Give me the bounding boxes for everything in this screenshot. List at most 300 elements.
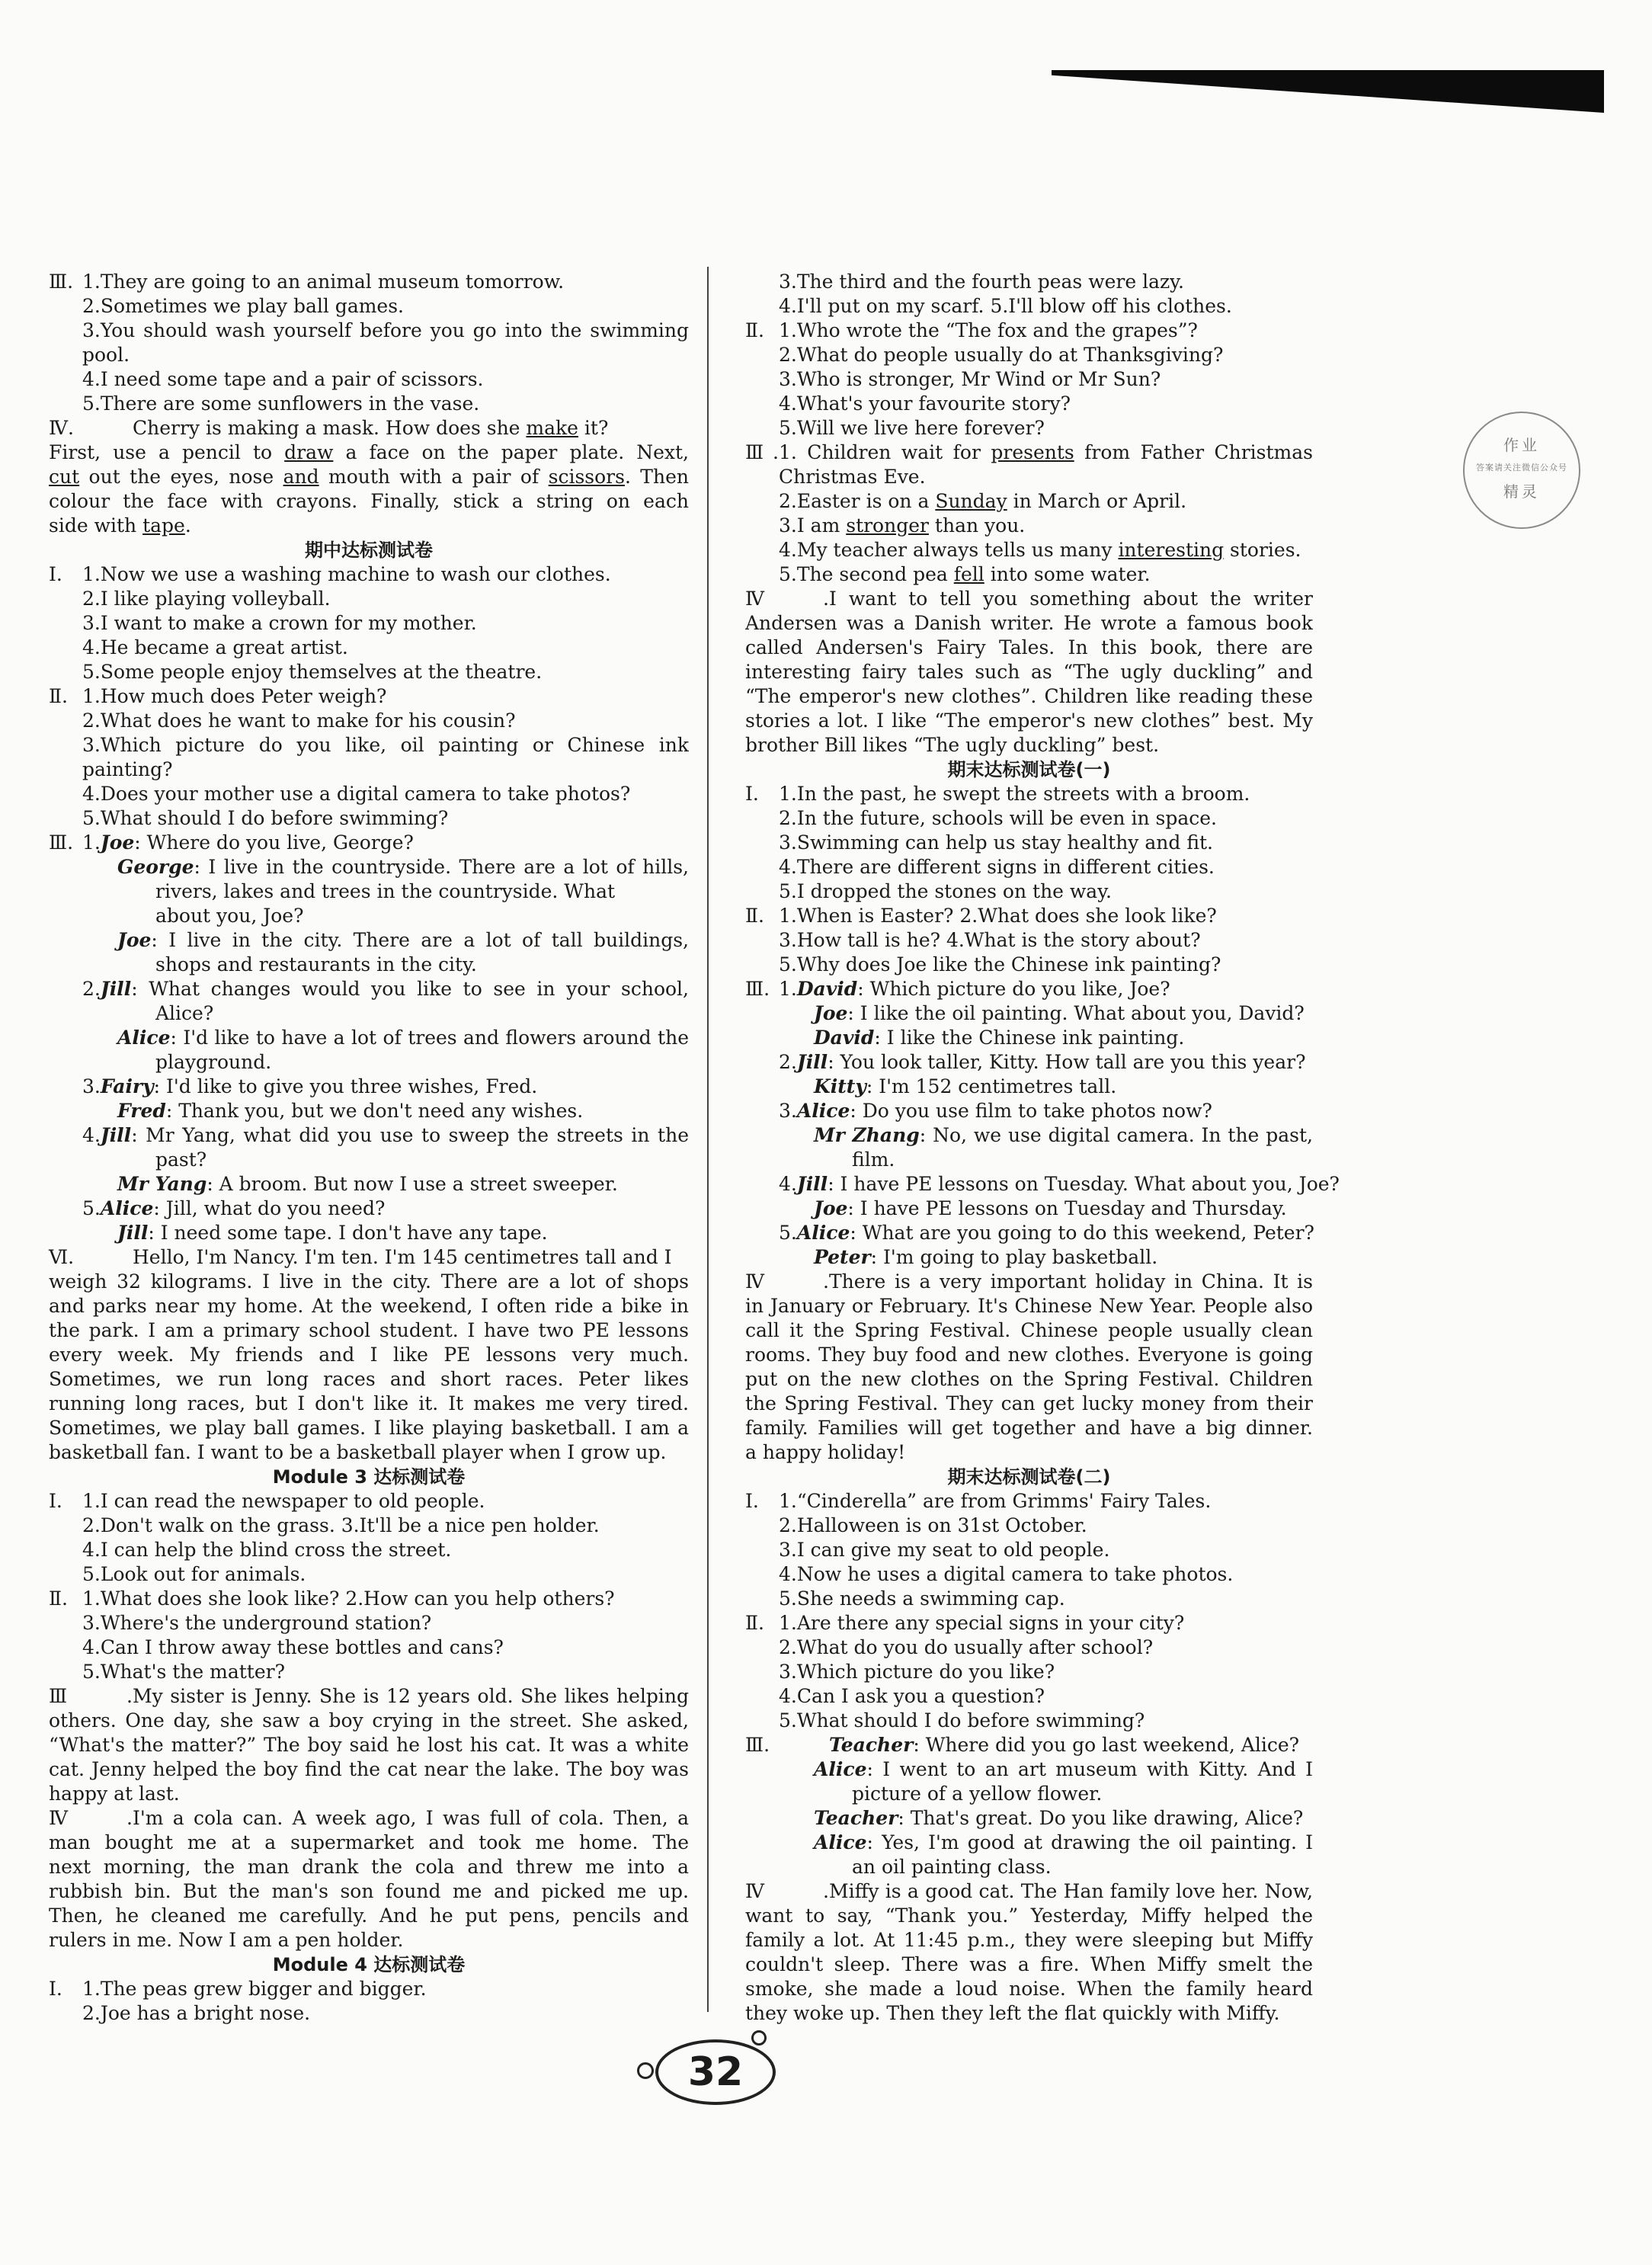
answer-line xyxy=(745,1440,1313,1465)
answer-line xyxy=(49,489,689,514)
answer-line xyxy=(49,1343,689,1367)
answer-line xyxy=(745,1294,1313,1318)
answer-line xyxy=(745,562,1313,587)
answer-text: 4.Can I ask you a question? xyxy=(779,1685,1045,1707)
answer-line xyxy=(49,1270,689,1294)
answer-line xyxy=(745,1123,1313,1148)
question-number: Ⅰ. xyxy=(49,1490,62,1512)
answer-line xyxy=(49,879,689,904)
answer-line xyxy=(49,441,689,465)
answer-text: 4.Jill: I have PE lessons on Tuesday. What about you, Joe? xyxy=(779,1173,1340,1195)
answer-line xyxy=(745,1343,1313,1367)
answer-text: Hello, I'm Nancy. I'm ten. I'm 145 centimetres tall and I xyxy=(133,1246,672,1268)
answer-text: 2.I like playing volleyball. xyxy=(82,588,331,610)
answer-text: 3.The third and the fourth peas were lazy. xyxy=(779,271,1184,293)
answer-line xyxy=(745,294,1313,319)
question-number: Ⅰ. xyxy=(745,1490,759,1512)
answer-text: called Andersen's Fairy Tales. In this book, there are xyxy=(745,636,1313,658)
answer-text: 1.How much does Peter weigh? xyxy=(82,685,387,707)
answer-line xyxy=(49,1245,689,1270)
answer-text: 1.“Cinderella” are from Grimms' Fairy Tales. xyxy=(779,1490,1212,1512)
answer-line xyxy=(49,758,689,782)
answer-text: 3.I can give my seat to old people. xyxy=(779,1539,1110,1561)
question-number: Ⅵ. xyxy=(49,1246,75,1268)
answer-text: the park. I am a primary school student. I have two PE lessons xyxy=(49,1319,689,1341)
answer-text: Then, he cleaned me carefully. And he put pens, pencils and xyxy=(49,1905,689,1927)
answer-line xyxy=(745,1197,1313,1221)
answer-line xyxy=(745,514,1313,538)
answer-line xyxy=(49,1172,689,1197)
answer-text: 1. Children wait for presents from Father Christmas xyxy=(779,441,1313,463)
question-number: Ⅱ. xyxy=(745,1612,764,1634)
answer-line xyxy=(49,733,689,758)
answer-line xyxy=(745,1562,1313,1587)
answer-line xyxy=(49,904,689,928)
answer-line xyxy=(745,2001,1313,2026)
answer-text: 3.Who is stronger, Mr Wind or Mr Sun? xyxy=(779,368,1161,390)
answer-text: 3.How tall is he? 4.What is the story about? xyxy=(779,929,1201,951)
answer-line xyxy=(745,1611,1313,1635)
answer-text: 4.What's your favourite story? xyxy=(779,392,1071,415)
answer-text: rivers, lakes and trees in the countryside. What xyxy=(155,880,616,902)
answer-text: rubbish bin. But the man's son found me and picked me up. xyxy=(49,1880,689,1902)
answer-line xyxy=(745,1099,1313,1123)
answer-line xyxy=(49,1782,689,1806)
answer-text: others. One day, she saw a boy crying in the street. She asked, xyxy=(49,1709,689,1732)
answer-line xyxy=(49,1440,689,1465)
answer-text: colour the face with crayons. Finally, stick a string on each xyxy=(49,490,689,512)
answer-text: an oil painting class. xyxy=(852,1856,1052,1878)
answer-text: 2.What do people usually do at Thanksgiving? xyxy=(779,344,1224,366)
answer-text: Alice: I went to an art museum with Kitty. And I xyxy=(814,1758,1313,1780)
answer-text: Sometimes, we play ball games. I like playing basketball. I am a xyxy=(49,1417,689,1439)
answer-line xyxy=(49,709,689,733)
answer-text: 3.You should wash yourself before you go into the swimming xyxy=(82,319,689,341)
answer-text: painting? xyxy=(82,758,173,780)
answer-text: I'm a cola can. A week ago, I was full of cola. Then, a xyxy=(133,1807,689,1829)
answer-line xyxy=(49,1197,689,1221)
answer-text: pool. xyxy=(82,344,130,366)
answer-text: 5.Why does Joe like the Chinese ink painting? xyxy=(779,953,1221,976)
answer-line xyxy=(49,367,689,392)
answer-line xyxy=(49,343,689,367)
answer-text: 3.Which picture do you like? xyxy=(779,1661,1055,1683)
answer-text: 4.He became a great artist. xyxy=(82,636,348,658)
answer-line xyxy=(745,806,1313,831)
answer-text: 2.Don't walk on the grass. 3.It'll be a nice pen holder. xyxy=(82,1514,600,1536)
answer-text: man bought me at a supermarket and took me home. The xyxy=(49,1831,689,1853)
answer-line xyxy=(49,1538,689,1562)
answer-text: and parks near my home. At the weekend, I often ride a bike in xyxy=(49,1295,689,1317)
answer-text: call it the Spring Festival. Chinese people usually clean xyxy=(745,1319,1313,1341)
question-number: Ⅳ. xyxy=(745,1270,829,1293)
answer-text: 4.Now he uses a digital camera to take photos. xyxy=(779,1563,1234,1585)
answer-text: 4.There are different signs in different cities. xyxy=(779,856,1215,878)
answer-line xyxy=(49,1587,689,1611)
answer-text: picture of a yellow flower. xyxy=(852,1783,1103,1805)
question-number: Ⅲ. xyxy=(49,1685,133,1707)
question-number: Ⅱ. xyxy=(745,319,764,341)
page-number-ornament xyxy=(751,2030,767,2046)
answer-text: Joe: I live in the city. There are a lot of tall buildings, xyxy=(117,929,689,951)
answer-text: 2.Jill: You look taller, Kitty. How tall are you this year? xyxy=(779,1051,1306,1073)
answer-text: 1.What does she look like? 2.How can you help others? xyxy=(82,1587,615,1610)
answer-line xyxy=(745,904,1313,928)
answer-text: 2.Halloween is on 31st October. xyxy=(779,1514,1087,1536)
answer-text: 1.Who wrote the “The fox and the grapes”? xyxy=(779,319,1198,341)
answer-text: 5.Look out for animals. xyxy=(82,1563,306,1585)
answer-line xyxy=(745,538,1313,562)
answer-text: Joe: I have PE lessons on Tuesday and Thursday. xyxy=(814,1197,1287,1219)
answer-text: First, use a pencil to draw a face on the paper plate. Next, xyxy=(49,441,689,463)
answer-text: past? xyxy=(155,1149,207,1171)
answer-line xyxy=(745,1806,1313,1831)
answer-line xyxy=(49,1879,689,1904)
answer-line xyxy=(745,611,1313,636)
answer-line xyxy=(745,1782,1313,1806)
answer-line xyxy=(49,1806,689,1831)
answer-text: Sometimes, we run long races and short races. Peter likes xyxy=(49,1368,689,1390)
answer-text: 5.Some people enjoy themselves at the theatre. xyxy=(82,661,543,683)
answer-line xyxy=(49,831,689,855)
answer-text: 3.Swimming can help us stay healthy and fit. xyxy=(779,831,1213,854)
answer-line xyxy=(49,1855,689,1879)
answer-text: 2.Sometimes we play ball games. xyxy=(82,295,404,317)
watermark-stamp: 作业 答案请关注微信公众号 精灵 xyxy=(1463,412,1580,529)
answer-text: smoke, she made a loud noise. When the family heard xyxy=(745,1978,1313,2000)
answer-line xyxy=(49,928,689,953)
answer-line xyxy=(49,562,689,587)
answer-line xyxy=(745,709,1313,733)
answer-line xyxy=(49,1977,689,2001)
answer-text: 1.They are going to an animal museum tomorrow. xyxy=(82,271,565,293)
answer-text: Peter: I'm going to play basketball. xyxy=(814,1246,1158,1268)
question-number: Ⅳ. xyxy=(49,417,74,439)
answer-text: 1.The peas grew bigger and bigger. xyxy=(82,1978,427,2000)
answer-text: Kitty: I'm 152 centimetres tall. xyxy=(814,1075,1117,1097)
answer-line xyxy=(745,1514,1313,1538)
answer-line xyxy=(745,1879,1313,1904)
answer-line xyxy=(49,1904,689,1928)
answer-line xyxy=(745,1587,1313,1611)
answer-text: 3.Alice: Do you use film to take photos now? xyxy=(779,1100,1212,1122)
answer-text: 5.Alice: Jill, what do you need? xyxy=(82,1197,386,1219)
answer-text: Mr Zhang: No, we use digital camera. In the past, xyxy=(814,1124,1313,1146)
answer-text: Jill: I need some tape. I don't have any tape. xyxy=(117,1222,548,1244)
question-number: Ⅰ. xyxy=(49,563,62,585)
answer-text: film. xyxy=(852,1149,895,1171)
answer-line xyxy=(49,2001,689,2026)
question-number: Ⅰ. xyxy=(49,1978,62,2000)
answer-text: 5.Will we live here forever? xyxy=(779,417,1045,439)
answer-text: rooms. They buy food and new clothes. Everyone is going xyxy=(745,1344,1313,1366)
answer-text: Cherry is making a mask. How does she make it? xyxy=(133,417,609,439)
answer-text: brother Bill likes “The ugly duckling” best. xyxy=(745,734,1160,756)
answer-line xyxy=(49,514,689,538)
answer-line xyxy=(745,1489,1313,1514)
answer-text: Andersen was a Danish writer. He wrote a famous book xyxy=(745,612,1313,634)
answer-line xyxy=(49,977,689,1001)
answer-line xyxy=(745,1050,1313,1075)
answer-line xyxy=(49,319,689,343)
question-number: Ⅲ. xyxy=(745,978,770,1000)
answer-text: shops and restaurants in the city. xyxy=(155,953,477,976)
answer-text: There is a very important holiday in China. It is xyxy=(829,1270,1313,1293)
answer-line xyxy=(49,1757,689,1782)
answer-text: the Spring Festival. They can get lucky money from their xyxy=(745,1392,1313,1414)
answer-text: George: I live in the countryside. There are a lot of hills, xyxy=(117,856,689,878)
question-number: Ⅳ. xyxy=(745,588,829,610)
answer-line xyxy=(49,1221,689,1245)
answer-text: 5.What's the matter? xyxy=(82,1661,285,1683)
answer-line xyxy=(49,1489,689,1514)
answer-text: 2.Jill: What changes would you like to see in your school, xyxy=(82,978,689,1000)
question-number: Ⅲ. xyxy=(745,441,779,463)
answer-text: 5.Alice: What are you going to do this weekend, Peter? xyxy=(779,1222,1314,1244)
answer-line xyxy=(745,1367,1313,1392)
question-number: Ⅱ. xyxy=(745,905,764,927)
answer-line xyxy=(49,855,689,879)
answer-text: 5.The second pea fell into some water. xyxy=(779,563,1151,585)
answer-text: a happy holiday! xyxy=(745,1441,906,1463)
answer-line xyxy=(49,1611,689,1635)
answer-line xyxy=(49,1099,689,1123)
answer-text: 2.What does he want to make for his cousin? xyxy=(82,710,516,732)
answer-line xyxy=(745,855,1313,879)
answer-line xyxy=(49,1684,689,1709)
answer-text: 1.I can read the newspaper to old people. xyxy=(82,1490,485,1512)
answer-line xyxy=(49,1001,689,1026)
answer-text: weigh 32 kilograms. I live in the city. There are a lot of shops xyxy=(49,1270,689,1293)
answer-text: Fred: Thank you, but we don't need any wishes. xyxy=(117,1100,584,1122)
answer-text: about you, Joe? xyxy=(155,905,304,927)
answer-line xyxy=(49,1514,689,1538)
page-number-ornament xyxy=(637,2062,654,2079)
answer-text: in January or February. It's Chinese New Year. People also xyxy=(745,1295,1313,1317)
question-number: Ⅲ. xyxy=(49,271,74,293)
section-heading: Module 4 达标测试卷 xyxy=(272,1954,466,1975)
answer-line xyxy=(49,1367,689,1392)
answer-text: playground. xyxy=(155,1051,272,1073)
answer-line xyxy=(745,953,1313,977)
answer-column-right xyxy=(745,270,1340,2026)
answer-text: cat. Jenny helped the boy find the cat near the lake. The boy was xyxy=(49,1758,689,1780)
answer-line xyxy=(745,1928,1313,1953)
answer-line xyxy=(745,343,1313,367)
answer-line xyxy=(745,587,1313,611)
answer-text: interesting fairy tales such as “The ugly duckling” and xyxy=(745,661,1313,683)
answer-line xyxy=(49,660,689,684)
answer-text: Alice: I'd like to have a lot of trees and flowers around the xyxy=(117,1027,689,1049)
answer-line xyxy=(745,1831,1313,1855)
answer-text: I want to tell you something about the writer xyxy=(829,588,1313,610)
answer-line xyxy=(49,587,689,611)
answer-line xyxy=(745,1977,1313,2001)
section-heading: 期末达标测试卷(一) xyxy=(947,759,1111,780)
answer-line xyxy=(745,1855,1313,1879)
answer-text: David: I like the Chinese ink painting. xyxy=(814,1027,1185,1049)
answer-text: 3.I want to make a crown for my mother. xyxy=(82,612,477,634)
answer-text: 4.Jill: Mr Yang, what did you use to sweep the streets in the xyxy=(82,1124,689,1146)
answer-line xyxy=(745,489,1313,514)
answer-text: 3.Where's the underground station? xyxy=(82,1612,432,1634)
answer-text: stories a lot. I like “The emperor's new clothes” best. My xyxy=(745,710,1313,732)
answer-line xyxy=(745,1245,1313,1270)
answer-line xyxy=(49,1392,689,1416)
answer-text: next morning, the man drank the cola and threw me into a xyxy=(49,1856,689,1878)
answer-line xyxy=(745,1684,1313,1709)
answer-line xyxy=(49,611,689,636)
answer-line xyxy=(745,977,1313,1001)
answer-line xyxy=(745,831,1313,855)
answer-line xyxy=(49,1733,689,1757)
answer-text: Teacher: Where did you go last weekend, Alice? xyxy=(829,1734,1300,1756)
answer-line xyxy=(49,1075,689,1099)
answer-text: want to say, “Thank you.” Yesterday, Miffy helped the xyxy=(745,1905,1313,1927)
answer-line xyxy=(745,879,1313,904)
answer-text: 1.Are there any special signs in your city? xyxy=(779,1612,1185,1634)
answer-line xyxy=(745,1904,1313,1928)
answer-line xyxy=(745,441,1313,465)
answer-line xyxy=(745,1270,1313,1294)
answer-line xyxy=(49,1416,689,1440)
answer-line xyxy=(49,1318,689,1343)
answer-text: running long races, but I don't like it. It makes me very tired. xyxy=(49,1392,689,1414)
answer-line xyxy=(49,1635,689,1660)
answer-text: 3.Which picture do you like, oil painting or Chinese ink xyxy=(82,734,689,756)
answer-line xyxy=(745,1953,1313,1977)
answer-text: “The emperor's new clothes”. Children like reading these xyxy=(745,685,1313,707)
answer-text: Alice: Yes, I'm good at drawing the oil painting. I xyxy=(814,1831,1313,1853)
answer-line xyxy=(745,1635,1313,1660)
answer-text: 4.I need some tape and a pair of scissors. xyxy=(82,368,484,390)
question-number: Ⅳ. xyxy=(49,1807,133,1829)
answer-line xyxy=(745,1538,1313,1562)
answer-line xyxy=(745,392,1313,416)
answer-text: couldn't sleep. There was a fire. When Miffy smelt the xyxy=(745,1953,1313,1975)
answer-text: 1.Joe: Where do you live, George? xyxy=(82,831,414,854)
answer-line xyxy=(49,1123,689,1148)
page-number: 32 xyxy=(655,2039,776,2105)
answer-line xyxy=(745,1416,1313,1440)
answer-line xyxy=(49,416,689,441)
question-number: Ⅳ. xyxy=(745,1880,829,1902)
answer-text: happy at last. xyxy=(49,1783,180,1805)
question-number: Ⅱ. xyxy=(49,685,68,707)
answer-line xyxy=(49,1660,689,1684)
answer-line xyxy=(745,928,1313,953)
answer-text: 2.In the future, schools will be even in space. xyxy=(779,807,1217,829)
answer-text: Alice? xyxy=(155,1002,214,1024)
answer-line xyxy=(745,1001,1313,1026)
answer-text: side with tape. xyxy=(49,514,191,537)
answer-text: 1.When is Easter? 2.What does she look like? xyxy=(779,905,1217,927)
answer-line xyxy=(49,1026,689,1050)
answer-text: Teacher: That's great. Do you like drawing, Alice? xyxy=(814,1807,1304,1829)
answer-line xyxy=(745,1660,1313,1684)
answer-line xyxy=(745,1733,1313,1757)
answer-line xyxy=(49,465,689,489)
answer-line xyxy=(49,294,689,319)
answer-text: rulers in me. Now I am a pen holder. xyxy=(49,1929,404,1951)
answer-text: Christmas Eve. xyxy=(779,466,926,488)
answer-text: “What's the matter?” The boy said he lost his cat. It was a white xyxy=(49,1734,689,1756)
question-number: Ⅰ. xyxy=(745,783,759,805)
answer-line xyxy=(49,1831,689,1855)
answer-text: Mr Yang: A broom. But now I use a street sweeper. xyxy=(117,1173,618,1195)
answer-text: 4.I'll put on my scarf. 5.I'll blow off his clothes. xyxy=(779,295,1232,317)
question-number: Ⅲ. xyxy=(49,831,74,854)
answer-line xyxy=(745,782,1313,806)
answer-line xyxy=(49,392,689,416)
answer-line xyxy=(745,636,1313,660)
answer-line xyxy=(49,782,689,806)
answer-text: 5.There are some sunflowers in the vase. xyxy=(82,392,480,415)
answer-text: 4.I can help the blind cross the street. xyxy=(82,1539,452,1561)
answer-line xyxy=(745,1148,1313,1172)
answer-line xyxy=(745,660,1313,684)
answer-line xyxy=(745,684,1313,709)
answer-text: 2.Easter is on a Sunday in March or April. xyxy=(779,490,1187,512)
answer-line xyxy=(49,806,689,831)
answer-text: 4.My teacher always tells us many interesting stories. xyxy=(779,539,1301,561)
answer-line xyxy=(49,1294,689,1318)
answer-text: cut out the eyes, nose and mouth with a pair of scissors. Then xyxy=(49,466,689,488)
answer-text: family a lot. At 11:45 p.m., they were sleeping but Miffy xyxy=(745,1929,1313,1951)
answer-line xyxy=(49,1148,689,1172)
answer-text: 3.I am stronger than you. xyxy=(779,514,1026,537)
answer-line xyxy=(49,1050,689,1075)
answer-line xyxy=(49,1709,689,1733)
answer-line xyxy=(745,1709,1313,1733)
answer-text: 5.What should I do before swimming? xyxy=(779,1709,1145,1732)
answer-text: every week. My friends and I like PE lessons very much. xyxy=(49,1344,689,1366)
answer-text: 1.Now we use a washing machine to wash our clothes. xyxy=(82,563,611,585)
answer-text: 4.Can I throw away these bottles and cans? xyxy=(82,1636,504,1658)
header-decoration-bar xyxy=(1052,70,1604,113)
answer-text: they woke up. Then they left the flat quickly with Miffy. xyxy=(745,2002,1280,2024)
section-heading: 期中达标测试卷 xyxy=(305,540,433,561)
answer-line xyxy=(745,1026,1313,1050)
answer-line xyxy=(745,1392,1313,1416)
answer-line xyxy=(745,270,1313,294)
answer-line xyxy=(745,416,1313,441)
answer-line xyxy=(745,1172,1340,1197)
answer-text: put on the new clothes on the Spring Festival. Children xyxy=(745,1368,1313,1390)
answer-text: basketball fan. I want to be a basketball player when I grow up. xyxy=(49,1441,667,1463)
answer-text: 4.Does your mother use a digital camera to take photos? xyxy=(82,783,631,805)
answer-line xyxy=(49,270,689,294)
answer-text: Joe: I like the oil painting. What about you, David? xyxy=(814,1002,1305,1024)
answer-text: 1.In the past, he swept the streets with a broom. xyxy=(779,783,1250,805)
answer-column-left xyxy=(49,270,689,2026)
answer-text: Miffy is a good cat. The Han family love her. Now, xyxy=(829,1880,1313,1902)
answer-line xyxy=(49,953,689,977)
answer-line xyxy=(49,636,689,660)
answer-text: family. Families will get together and have a big dinner. xyxy=(745,1417,1313,1439)
answer-line xyxy=(745,1221,1313,1245)
answer-line xyxy=(49,684,689,709)
answer-text: 2.What do you do usually after school? xyxy=(779,1636,1154,1658)
question-number: Ⅱ. xyxy=(49,1587,68,1610)
answer-text: 5.I dropped the stones on the way. xyxy=(779,880,1112,902)
answer-line xyxy=(745,1318,1313,1343)
answer-text: 2.Joe has a bright nose. xyxy=(82,2002,311,2024)
section-heading: 期末达标测试卷(二) xyxy=(947,1466,1111,1488)
answer-text: 1.David: Which picture do you like, Joe? xyxy=(779,978,1170,1000)
answer-text: 5.She needs a swimming cap. xyxy=(779,1587,1065,1610)
answer-line xyxy=(745,1075,1313,1099)
